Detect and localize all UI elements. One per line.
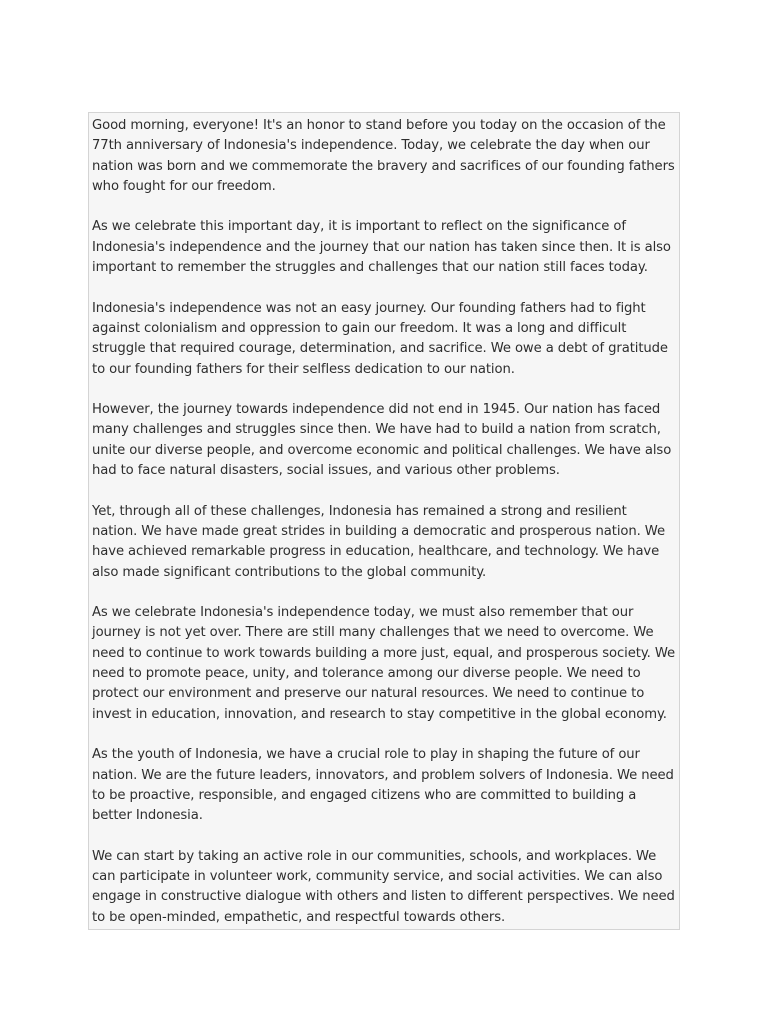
paragraph: As we celebrate this important day, it is important to reflect on the significance of Indonesia's independence and the journey that our nation has taken since then. It is also important to remember the struggles and challenges that our nation still faces today. (92, 219, 671, 276)
paragraph: Indonesia's independence was not an easy journey. Our founding fathers had to fight against colonialism and oppression to gain our freedom. It was a long and difficult struggle that required courage, determination, and sacrifice. We owe a debt of gratitude to our founding fathers for their selfless dedication to our nation. (92, 300, 668, 377)
paragraph: We can start by taking an active role in our communities, schools, and workplaces. We can participate in volunteer work, community service, and social activities. We can also engage in constructive dialogue with others and listen to different perspectives. We need to be open-minded, empathetic, and respectful towards others. (92, 848, 675, 925)
speech-text-block (88, 112, 680, 930)
paragraph: Good morning, everyone! It's an honor to stand before you today on the occasion of the 77th anniversary of Indonesia's independence. Today, we celebrate the day when our nation was born and we commemorate the bravery and sacrifices of our founding fathers who fought for our freedom. (92, 118, 675, 194)
paragraph: However, the journey towards independence did not end in 1945. Our nation has faced many challenges and struggles since then. We have had to build a nation from scratch, unite our diverse people, and overcome economic and political challenges. We have also had to face natural disasters, social issues, and various other problems. (92, 402, 672, 479)
paragraph: Yet, through all of these challenges, Indonesia has remained a strong and resilient nation. We have made great strides in building a democratic and prosperous nation. We have achieved remarkable progress in education, healthcare, and technology. We have also made significant contributions to the global community. (92, 503, 665, 580)
paragraph: As the youth of Indonesia, we have a crucial role to play in shaping the future of our nation. We are the future leaders, innovators, and problem solvers of Indonesia. We need to be proactive, responsible, and engaged citizens who are committed to building a better Indonesia. (92, 747, 674, 824)
paragraph: As we celebrate Indonesia's independence today, we must also remember that our journey is not yet over. There are still many challenges that we need to overcome. We need to continue to work towards building a more just, equal, and prosperous society. We need to promote peace, unity, and tolerance among our diverse people. We need to protect our environment and preserve our natural resources. We need to continue to invest in education, innovation, and research to stay competitive in the global economy. (92, 605, 676, 722)
